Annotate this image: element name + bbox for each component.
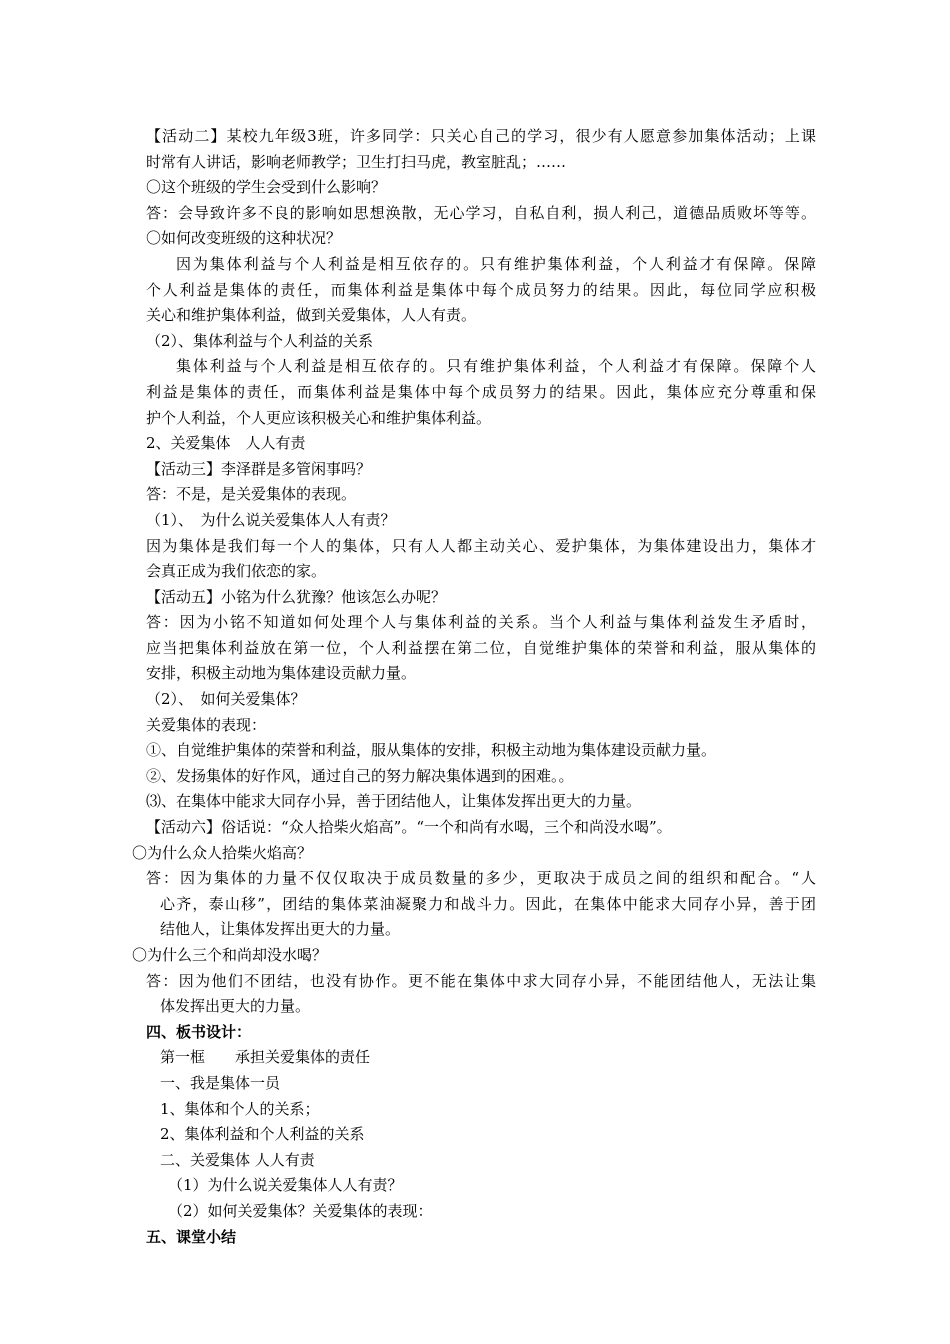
heading-how-care: （2）、 如何关爱集体？ — [146, 690, 306, 709]
paragraph-why-2: 会真正成为我们依恋的家。 — [146, 562, 327, 581]
activity-3-question: 【活动三】李泽群是多管闲事吗？ — [146, 459, 372, 478]
question-three-monks: 〇为什么三个和尚却没水喝？ — [132, 946, 328, 964]
activity-2-text: 【活动二】某校九年级3班，许多同学：只关心自己的学习，很少有人愿意参加集体活动；上课 — [146, 127, 816, 145]
activity-3-answer: 答：不是，是关爱集体的表现。 — [146, 485, 357, 504]
board-section-2: 二、关爱集体 人人有责 — [160, 1150, 315, 1169]
question-change: 〇如何改变班级的这种状况？ — [146, 229, 342, 248]
activity-5-answer-2: 应当把集体利益放在第一位，个人利益摆在第二位，自觉维护集体的荣誉和利益，服从集体的 — [146, 638, 816, 657]
activity-6-proverb: 【活动六】俗话说：“众人拾柴火焰高”。“一个和尚有水喝，三个和尚没水喝”。 — [146, 818, 672, 837]
care-behaviors-label: 关爱集体的表现： — [146, 715, 267, 734]
paragraph-change-3: 关心和维护集体利益，做到关爱集体，人人有责。 — [146, 306, 477, 325]
answer-three-monks-1: 答：因为他们不团结，也没有协作。更不能在集体中求大同存小异，不能团结他人，无法让集 — [146, 971, 816, 990]
answer-many-people-1: 答：因为集体的力量不仅仅取决于成员数量的多少，更取决于成员之间的组织和配合。“人 — [146, 869, 816, 888]
heading-relation: （2）、集体利益与个人利益的关系 — [146, 331, 374, 350]
heading-care-collective: 2、关爱集体 人人有责 — [146, 434, 306, 453]
heading-class-summary: 五、课堂小结 — [146, 1227, 237, 1246]
board-item-4: （2）如何关爱集体？关爱集体的表现： — [168, 1201, 433, 1220]
care-behavior-2: ②、发扬集体的好作风，通过自己的努力解决集体遇到的困难。。 — [146, 766, 574, 785]
paragraph-relation-3: 护个人利益，个人更应该积极关心和维护集体利益。 — [146, 408, 492, 427]
answer-many-people-2: 心齐，泰山移”，团结的集体菜油凝聚力和战斗力。因此，在集体中能求大同存小异，善于团 — [160, 894, 816, 913]
care-behavior-1: ①、自觉维护集体的荣誉和利益，服从集体的安排，积极主动地为集体建设贡献力量。 — [146, 741, 717, 760]
document-page — [132, 124, 816, 1250]
activity-5-answer-3: 安排，积极主动地为集体建设贡献力量。 — [146, 664, 417, 683]
board-lesson-title: 第一框 承担关爱集体的责任 — [160, 1048, 371, 1067]
heading-blackboard-design: 四、板书设计： — [146, 1022, 252, 1041]
board-item-1: 1、集体和个人的关系； — [160, 1099, 320, 1118]
care-behavior-3: ⑶、在集体中能求大同存小异，善于团结他人，让集体发挥出更大的力量。 — [146, 792, 642, 811]
answer-many-people-3: 结他人，让集体发挥出更大的力量。 — [160, 920, 401, 939]
activity-5-question: 【活动五】小铭为什么犹豫？他该怎么办呢？ — [146, 587, 447, 606]
heading-why-responsible: （1）、 为什么说关爱集体人人有责？ — [146, 510, 396, 529]
activity-2-text-cont: 时常有人讲话，影响老师教学；卫生打扫马虎，教室脏乱；…… — [146, 152, 567, 171]
paragraph-why-1: 因为集体是我们每一个人的集体，只有人人都主动关心、爱护集体，为集体建设出力，集体才 — [146, 536, 816, 555]
answer-three-monks-2: 体发挥出更大的力量。 — [160, 997, 311, 1016]
paragraph-relation-1: 集体利益与个人利益是相互依存的。只有维护集体利益，个人利益才有保障。保障个人 — [176, 357, 816, 376]
board-section-1: 一、我是集体一员 — [160, 1073, 281, 1092]
paragraph-relation-2: 利益是集体的责任，而集体利益是集体中每个成员努力的结果。因此，集体应充分尊重和保 — [146, 382, 816, 401]
board-item-2: 2、集体利益和个人利益的关系 — [160, 1125, 365, 1144]
board-item-3: （1）为什么说关爱集体人人有责？ — [168, 1176, 403, 1195]
paragraph-change-2: 个人利益是集体的责任，而集体利益是集体中每个成员努力的结果。因此，每位同学应积极 — [146, 280, 816, 299]
question-many-people: 〇为什么众人拾柴火焰高？ — [132, 843, 313, 862]
question-influence: 〇这个班级的学生会受到什么影响？ — [146, 178, 387, 197]
answer-influence: 答：会导致许多不良的影响如思想涣散，无心学习，自私自利，损人利己，道德品质败坏等等。 — [146, 203, 816, 222]
paragraph-change-1: 因为集体利益与个人利益是相互依存的。只有维护集体利益，个人利益才有保障。保障 — [176, 254, 816, 273]
activity-5-answer-1: 答：因为小铭不知道如何处理个人与集体利益的关系。当个人利益与集体利益发生矛盾时， — [146, 613, 816, 632]
